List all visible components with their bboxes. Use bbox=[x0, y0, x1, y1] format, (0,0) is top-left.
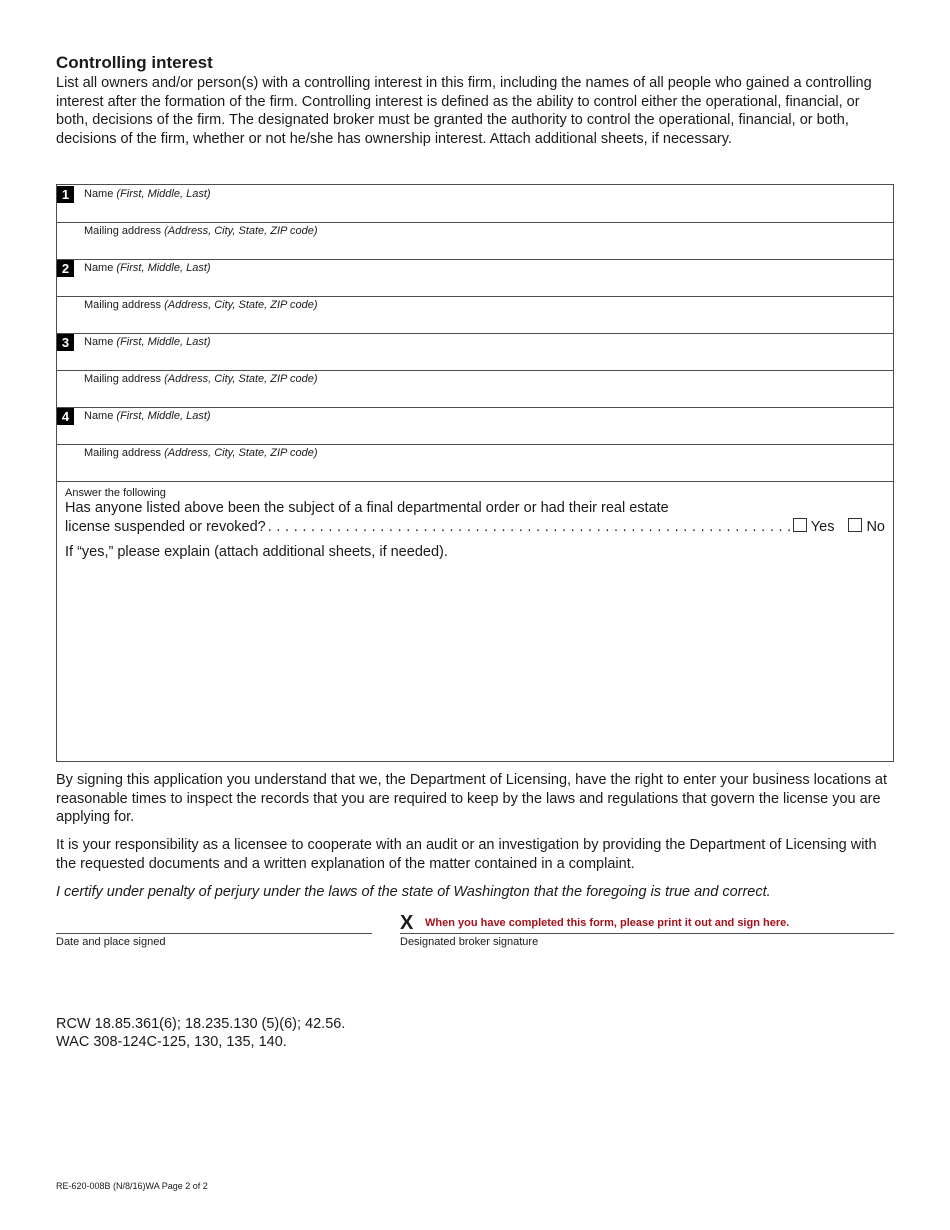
rcw-reference: RCW 18.85.361(6); 18.235.130 (5)(6); 42.56. bbox=[56, 1016, 346, 1032]
no-checkbox[interactable] bbox=[848, 518, 862, 532]
question-line-1: Has anyone listed above been the subject of a final departmental order or had their real estate bbox=[65, 500, 669, 516]
yes-checkbox[interactable] bbox=[793, 518, 807, 532]
controlling-interest-section bbox=[56, 52, 894, 148]
section-title: Controlling interest bbox=[56, 53, 213, 72]
name-label: Name (First, Middle, Last) bbox=[84, 188, 211, 200]
name-label: Name (First, Middle, Last) bbox=[84, 410, 211, 422]
owner-number-badge: 1 bbox=[57, 186, 74, 203]
owner-number-badge: 4 bbox=[57, 408, 74, 425]
yes-option[interactable]: Yes bbox=[793, 518, 835, 537]
owner-4-name-field[interactable] bbox=[57, 407, 893, 445]
owner-3-name-field[interactable] bbox=[57, 333, 893, 371]
wac-reference: WAC 308-124C-125, 130, 135, 140. bbox=[56, 1034, 287, 1050]
signature-x-mark: X bbox=[400, 912, 414, 934]
owner-number-badge: 2 bbox=[57, 260, 74, 277]
address-label: Mailing address (Address, City, State, ZIP code) bbox=[84, 299, 318, 311]
owner-3-address-field[interactable] bbox=[57, 370, 893, 408]
owner-2-name-field[interactable] bbox=[57, 259, 893, 297]
broker-signature-label: Designated broker signature bbox=[400, 936, 539, 948]
name-label: Name (First, Middle, Last) bbox=[84, 336, 211, 348]
owners-table bbox=[56, 184, 894, 762]
no-option[interactable]: No bbox=[848, 518, 885, 537]
legal-references bbox=[56, 1015, 345, 1051]
address-label: Mailing address (Address, City, State, ZIP code) bbox=[84, 225, 318, 237]
perjury-certification: I certify under penalty of perjury under the laws of the state of Washington that the foregoing is true and correct. bbox=[56, 884, 771, 900]
form-id-footer: RE-620-008B (N/8/16)WA Page 2 of 2 bbox=[56, 1181, 208, 1191]
owner-1-name-field[interactable] bbox=[57, 185, 893, 223]
address-label: Mailing address (Address, City, State, ZIP code) bbox=[84, 373, 318, 385]
name-label: Name (First, Middle, Last) bbox=[84, 262, 211, 274]
leader-dots bbox=[268, 518, 791, 537]
date-place-field[interactable] bbox=[56, 915, 372, 934]
question-line-2: license suspended or revoked? . . . Yes No bbox=[65, 518, 885, 537]
owner-number-badge: 3 bbox=[57, 334, 74, 351]
explanation-area[interactable] bbox=[57, 565, 893, 761]
date-place-label: Date and place signed bbox=[56, 936, 166, 948]
question-heading: Answer the following bbox=[65, 487, 166, 499]
owner-2-address-field[interactable] bbox=[57, 296, 893, 334]
inspection-notice: By signing this application you understand that we, the Department of Licensing, have the right to enter your business locations at reasonable times to inspect the records that you are required to keep by the laws and regulations that govern the license you are applying for. bbox=[56, 772, 888, 825]
disciplinary-question bbox=[65, 487, 885, 560]
address-label: Mailing address (Address, City, State, ZIP code) bbox=[84, 447, 318, 459]
explain-prompt: If “yes,” please explain (attach additional sheets, if needed). bbox=[65, 544, 448, 560]
section-intro: List all owners and/or person(s) with a controlling interest in this firm, including the names of all people who gained a controlling interest after the formation of the firm. Controlling interest is defined as the ability to control either the operational, financial, or both, decisions of the firm. The designated broker must be granted the authority to control the operational, financial, or both, decisions of the firm, whether or not he/she has ownership interest. Attach additional sheets, if necessary. bbox=[56, 75, 872, 147]
owner-4-address-field[interactable] bbox=[57, 444, 893, 482]
print-sign-instruction: When you have completed this form, please print it out and sign here. bbox=[425, 917, 790, 929]
cooperation-notice: It is your responsibility as a licensee to cooperate with an audit or an investigation by providing the Department of Licensing with the requested documents and a written explanation of the matter contained in a complaint. bbox=[56, 837, 877, 872]
owner-1-address-field[interactable] bbox=[57, 222, 893, 260]
